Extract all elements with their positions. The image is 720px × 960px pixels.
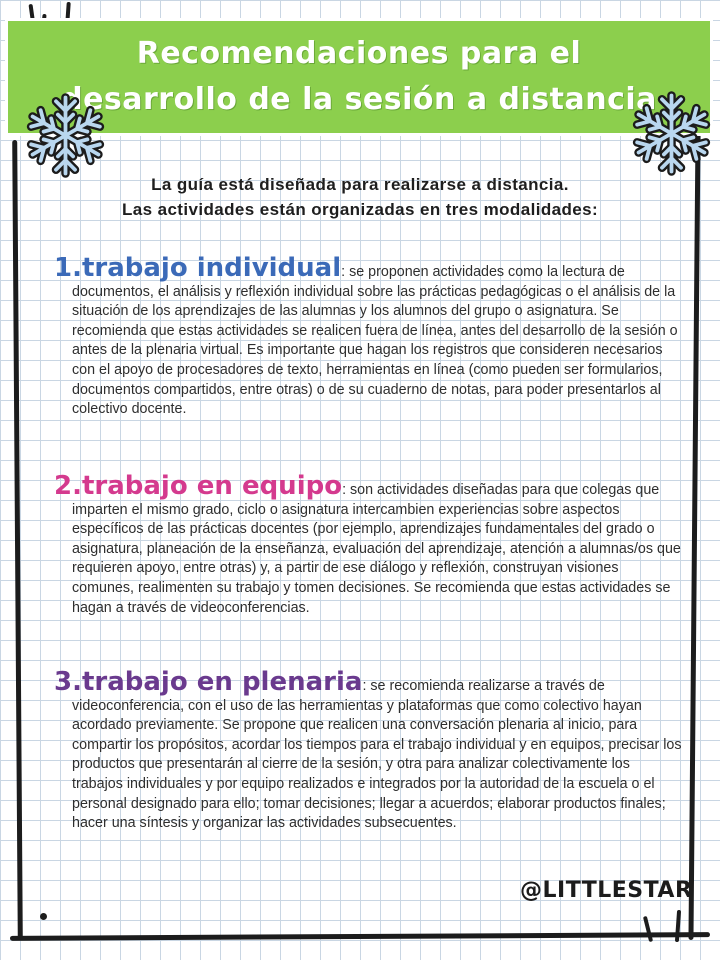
frame-right-border [688,130,700,940]
section-paragraph [54,253,684,420]
intro-text [60,172,660,222]
section-paragraph [54,471,684,618]
section-heading: 3.trabajo en plenaria [54,667,363,697]
section-individual [54,253,684,420]
section-heading: 2.trabajo en equipo [54,471,343,501]
page-title: Recomendaciones para el desarrollo de la sesión a distancia [61,36,657,117]
snowflake-icon [624,86,719,181]
section-heading: 1.trabajo individual [54,253,342,283]
frame-left-border [12,140,23,940]
section-text: : son actividades diseñadas para que colegas que imparten el mismo grado, ciclo o asignatura intercambien experiencias sobre aspectos específicos de las prácticas docentes (por ejemplo, aprendizajes fundamentales del grado o asignatura, planeación de la enseñanza, evaluación del aprendizaje, atención a alumnas/os que requieren apoyo, entre otras) y, a partir de ese diálogo y reflexión, construyan visiones comunes, realimenten su trabajo y tomen decisiones. Se recomienda que estas actividades se hagan a través de videoconferencias. [72,482,681,616]
section-plenary [54,667,684,834]
section-text: : se recomienda realizarse a través de videoconferencia, con el uso de las herramientas y plataformas que como colectivo hayan acordado previamente. Se propone que realicen una conversación plenaria al inicio, para compartir los propósitos, acordar los tiempos para el trabajo individual y en equipos, precisar los productos que presentarán al cierre de la sesión, y otra para analizar colectivamente los trabajos individuales y por equipo realizados e integrados por la autoridad de la escuela o el personal designado para ello; tomar decisiones; llegar a acuerdos; elaborar productos finales; hacer una síntesis y organizar las actividades subsecuentes. [72,678,682,832]
frame-tick [643,916,653,942]
section-paragraph [54,667,684,834]
author-handle: @LITTLESTAR [520,878,693,903]
section-team [54,471,684,618]
snowflake-icon [18,88,113,183]
intro-line-1: La guía está diseñada para realizarse a distancia. [151,175,569,194]
section-text: : se proponen actividades como la lectura de documentos, el análisis y reflexión individual sobre las prácticas pedagógicas o el análisis de la situación de los aprendizajes de las alumnas y los alumnos del grupo o asignatura. Se recomienda que estas actividades se realicen fuera de línea, antes del desarrollo de la sesión o antes de la plenaria virtual. Es importante que hagan los registros que consideren necesarios con el apoyo de procesadores de texto, herramientas en línea (como pueden ser formularios, documentos compartidos, entre otras) o de su cuaderno de notas, para poder presentarlos al colectivo docente. [72,264,678,418]
frame-dot [40,913,47,920]
intro-line-2: Las actividades están organizadas en tres modalidades: [121,200,599,219]
frame-bottom-border [10,932,710,941]
